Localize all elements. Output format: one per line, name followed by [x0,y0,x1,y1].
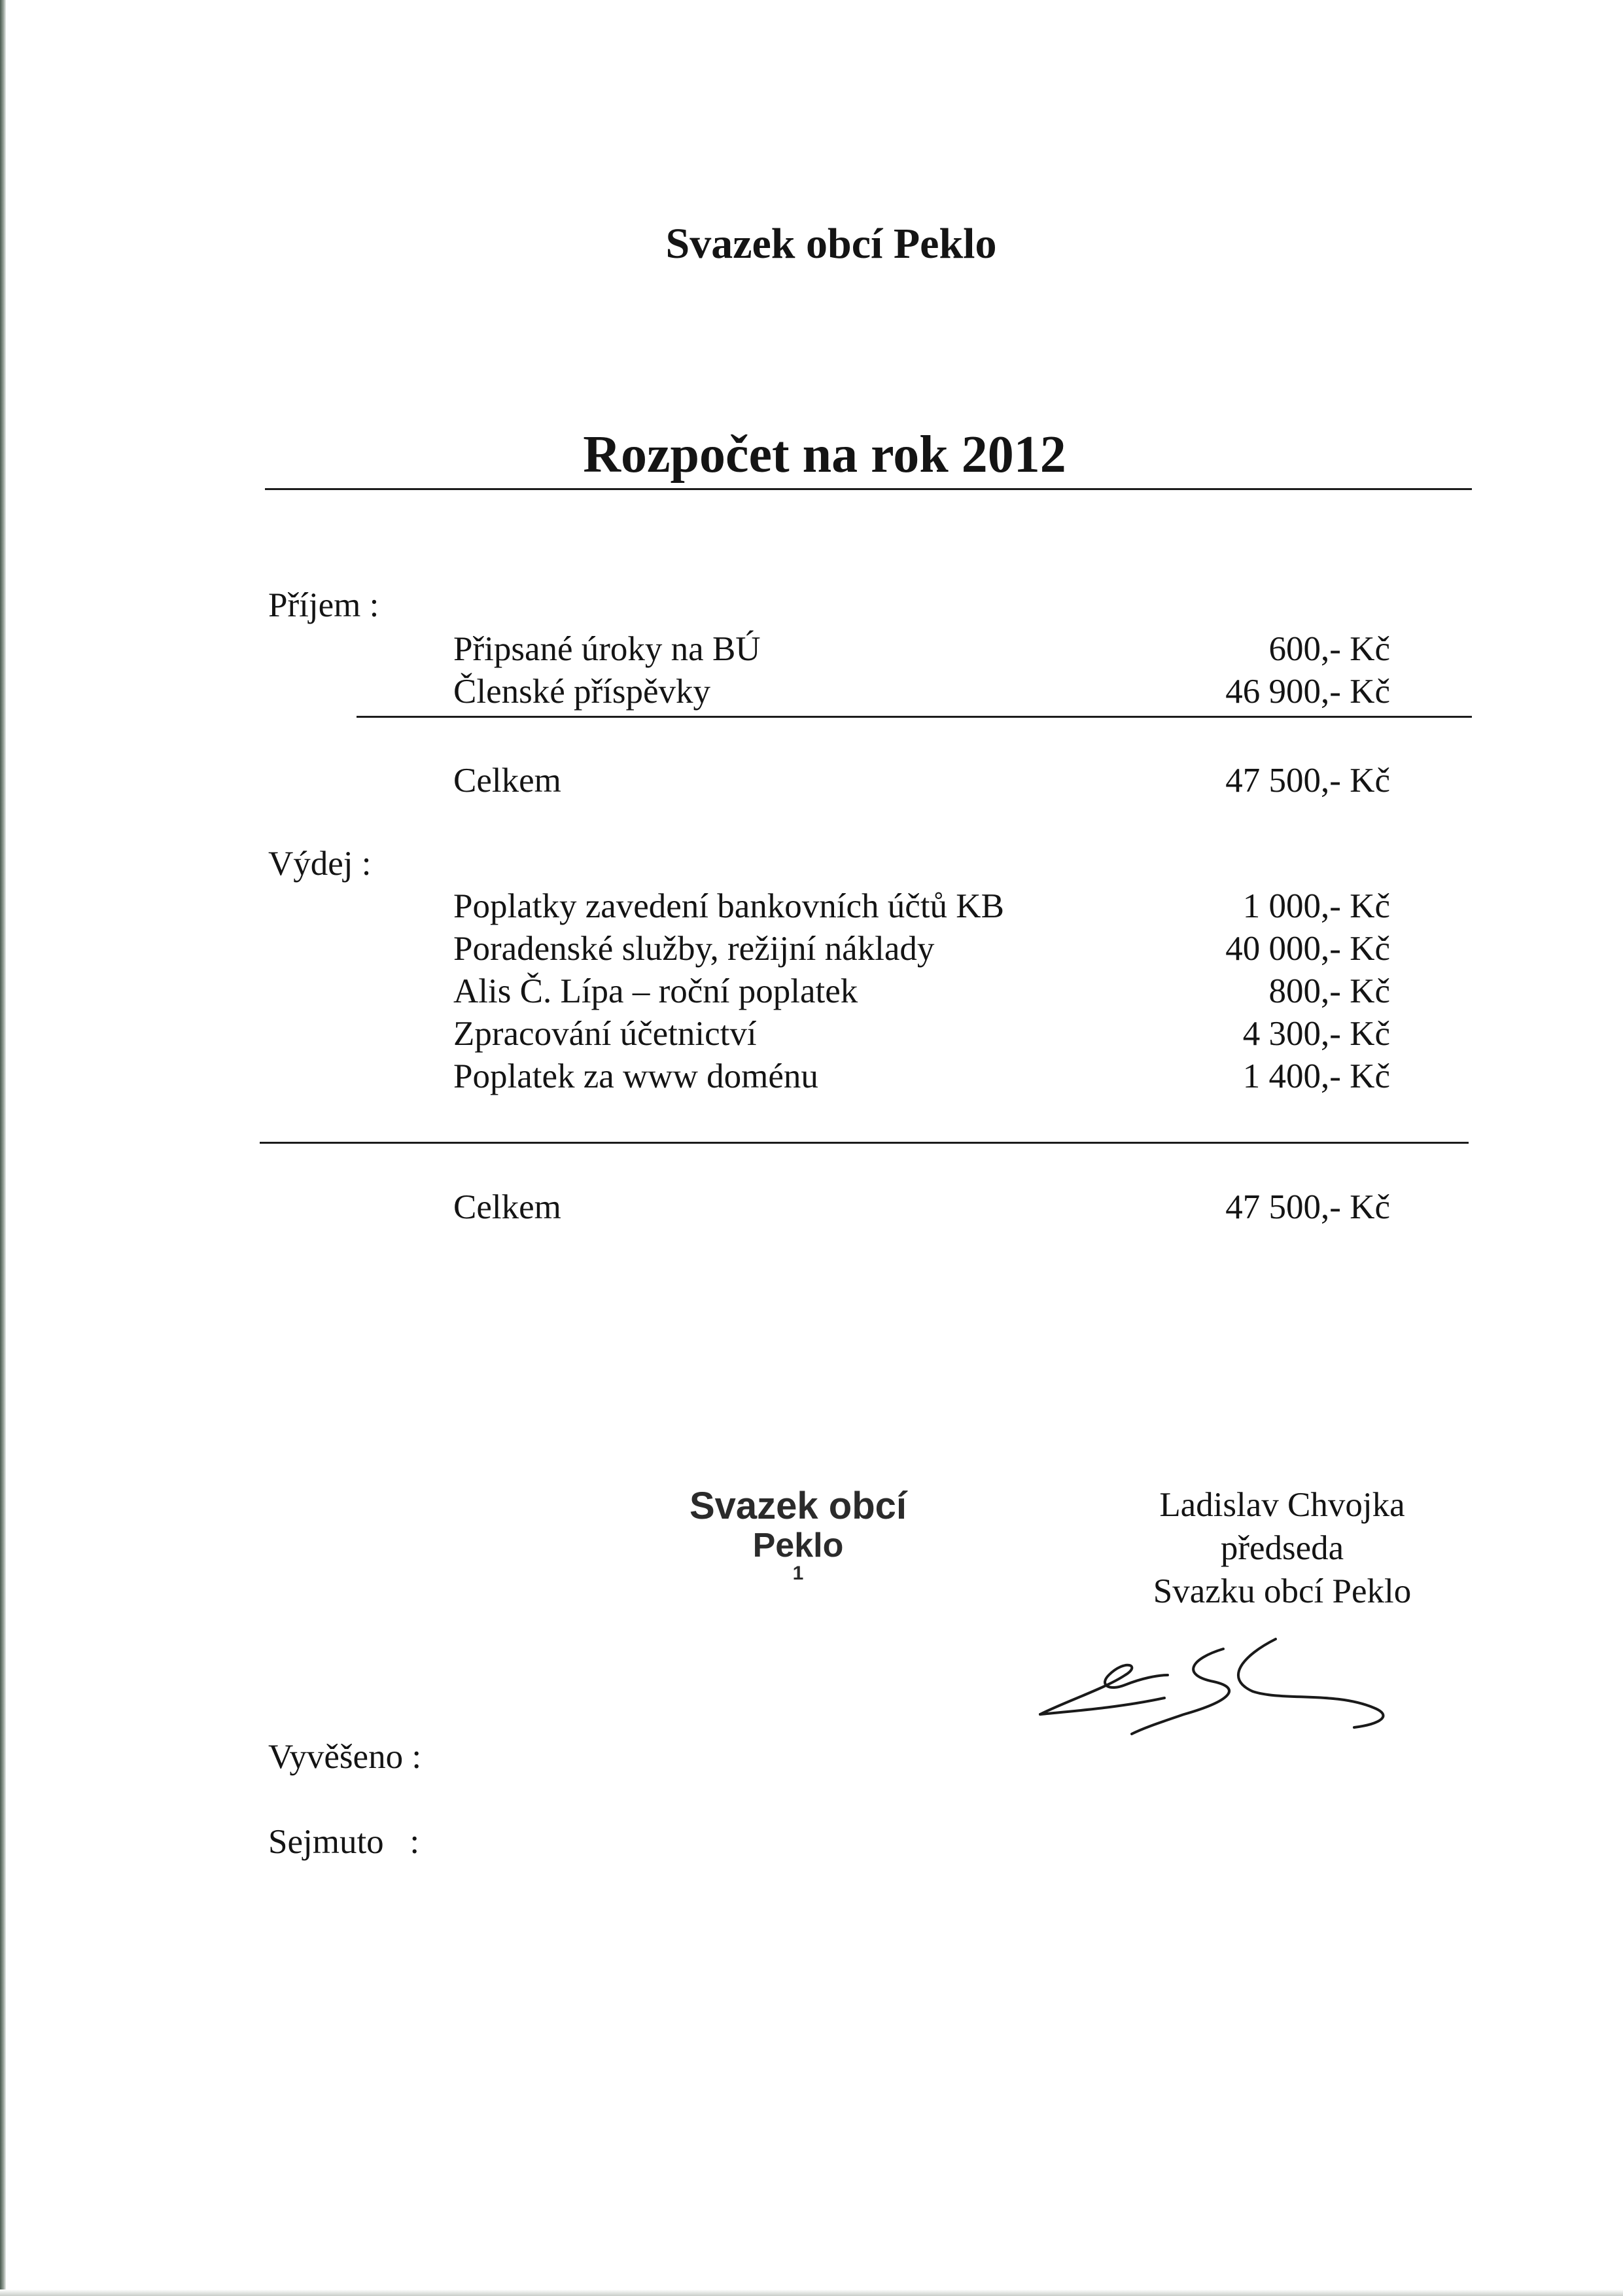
handwritten-signature [1027,1629,1420,1747]
document-title: Rozpočet na rok 2012 [583,426,1066,484]
income-rule [357,716,1472,718]
income-item-amount: 46 900,- Kč [1225,673,1390,711]
removed-label: Sejmuto : [268,1823,420,1861]
expense-item-amount: 800,- Kč [1268,972,1390,1010]
expense-item-amount: 1 400,- Kč [1242,1057,1390,1095]
scan-edge [0,0,6,2296]
organization-heading: Svazek obcí Peklo [665,220,997,268]
scan-edge-bottom [0,2289,1623,2296]
expense-total-label: Celkem [453,1188,561,1226]
income-item-name: Připsané úroky na BÚ [453,630,761,668]
expense-item-amount: 4 300,- Kč [1242,1015,1390,1053]
expense-item-amount: 1 000,- Kč [1242,887,1390,925]
posted-label: Vyvěšeno : [268,1738,422,1776]
stamp-number: 1 [792,1563,804,1584]
income-total-amount: 47 500,- Kč [1225,762,1390,800]
expense-total-amount: 47 500,- Kč [1225,1188,1390,1226]
income-label: Příjem : [268,586,379,624]
expense-item-name: Zpracování účetnictví [453,1015,757,1053]
signatory-name: Ladislav Chvojka [1159,1486,1405,1524]
expense-item-amount: 40 000,- Kč [1225,930,1390,968]
income-total-label: Celkem [453,762,561,800]
stamp-line-2: Peklo [752,1527,844,1564]
expense-item-name: Poplatky zavedení bankovních účtů KB [453,887,1004,925]
signatory-role: předseda [1220,1529,1344,1567]
stamp-line-1: Svazek obcí [689,1485,907,1527]
income-item-amount: 600,- Kč [1268,630,1390,668]
expense-item-name: Alis Č. Lípa – roční poplatek [453,972,858,1010]
expense-label: Výdej : [268,845,372,883]
signatory-organization: Svazku obcí Peklo [1153,1572,1412,1610]
expense-rule [260,1142,1469,1144]
expense-item-name: Poplatek za www doménu [453,1057,818,1095]
income-item-name: Členské příspěvky [453,673,711,711]
expense-item-name: Poradenské služby, režijní náklady [453,930,935,968]
title-underline [265,488,1472,490]
